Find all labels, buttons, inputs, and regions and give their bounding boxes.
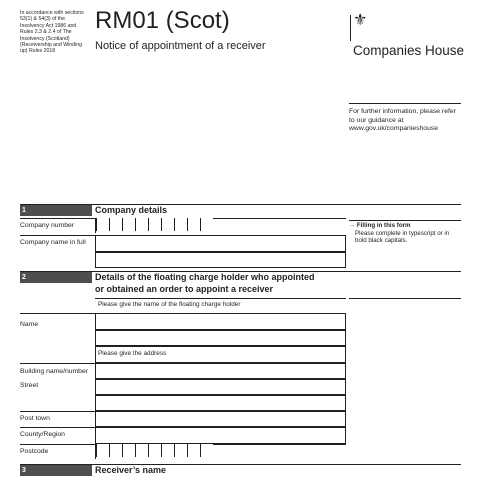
char-cell[interactable] [174, 218, 187, 231]
logo-text: Companies House [353, 43, 465, 58]
char-cell[interactable] [135, 444, 148, 457]
char-cell-end [200, 444, 201, 457]
logo-divider [350, 15, 351, 41]
name-hint: Please give the name of the floating charge holder [98, 301, 241, 308]
char-cell-end [200, 218, 201, 231]
char-cell[interactable] [122, 218, 135, 231]
info-divider [349, 103, 461, 104]
char-cell[interactable] [174, 444, 187, 457]
company-number-label: Company number [20, 222, 75, 229]
section-title: Receiver’s name [95, 465, 167, 475]
char-cell[interactable] [187, 444, 200, 457]
name-label: Name [20, 321, 39, 328]
form-title: Notice of appointment of a receiver [95, 40, 266, 52]
postcode-field[interactable] [95, 444, 213, 459]
county-field[interactable] [95, 427, 346, 444]
postcode-label: Postcode [20, 448, 49, 455]
form-code: RM01 (Scot) [95, 7, 230, 34]
further-information: For further information, please refer to our guidance at www.gov.uk/companieshouse [349, 108, 456, 133]
name-field-line-2[interactable] [95, 330, 346, 346]
section-number: 2 [20, 272, 92, 283]
char-cell[interactable] [161, 218, 174, 231]
companies-house-logo [349, 12, 465, 64]
char-cell[interactable] [122, 444, 135, 457]
section-number: 1 [20, 205, 92, 216]
char-cell[interactable] [109, 218, 122, 231]
address-hint: Please give the address [98, 350, 167, 357]
char-cell[interactable] [148, 444, 161, 457]
company-name-field-line-2[interactable] [95, 252, 346, 268]
sidebar-text: Please complete in typescript or in bold black capitals. [355, 230, 450, 245]
company-name-field[interactable] [95, 235, 346, 252]
street-field[interactable] [95, 379, 346, 395]
street-field-line-2[interactable] [95, 395, 346, 411]
sidebar-divider [349, 220, 461, 221]
county-label: County/Region [20, 431, 65, 438]
char-cell[interactable] [96, 218, 109, 231]
section-title: Company details [95, 205, 168, 215]
street-label: Street [20, 382, 39, 389]
post-town-label: Post town [20, 415, 50, 422]
section-title: Details of the floating charge holder who appointed [95, 272, 315, 282]
sidebar-heading: → Filling in this form [349, 222, 411, 229]
char-cell[interactable] [109, 444, 122, 457]
building-label: Building name/number [20, 368, 89, 375]
building-field[interactable] [95, 363, 346, 379]
row-divider [95, 298, 346, 299]
royal-crest-icon: ⚜ [353, 12, 368, 29]
char-cell[interactable] [187, 218, 200, 231]
company-number-field[interactable] [95, 218, 213, 233]
post-town-field[interactable] [95, 411, 346, 427]
name-field[interactable] [95, 313, 346, 330]
char-cell[interactable] [96, 444, 109, 457]
section-number: 3 [20, 465, 92, 476]
company-name-label: Company name in full [20, 239, 86, 246]
sidebar-divider [349, 298, 461, 299]
char-cell[interactable] [161, 444, 174, 457]
char-cell[interactable] [135, 218, 148, 231]
section-title-line-2: or obtained an order to appoint a receiver [95, 284, 274, 294]
legal-basis-text: In accordance with sections 53(1) & 54(3) of the Insolvency Act 1986 and Rules 2.3 & 2.4 of The Insolvency (Scotland) (Receivership and Winding up) Rules 2018 [20, 10, 84, 55]
char-cell[interactable] [148, 218, 161, 231]
